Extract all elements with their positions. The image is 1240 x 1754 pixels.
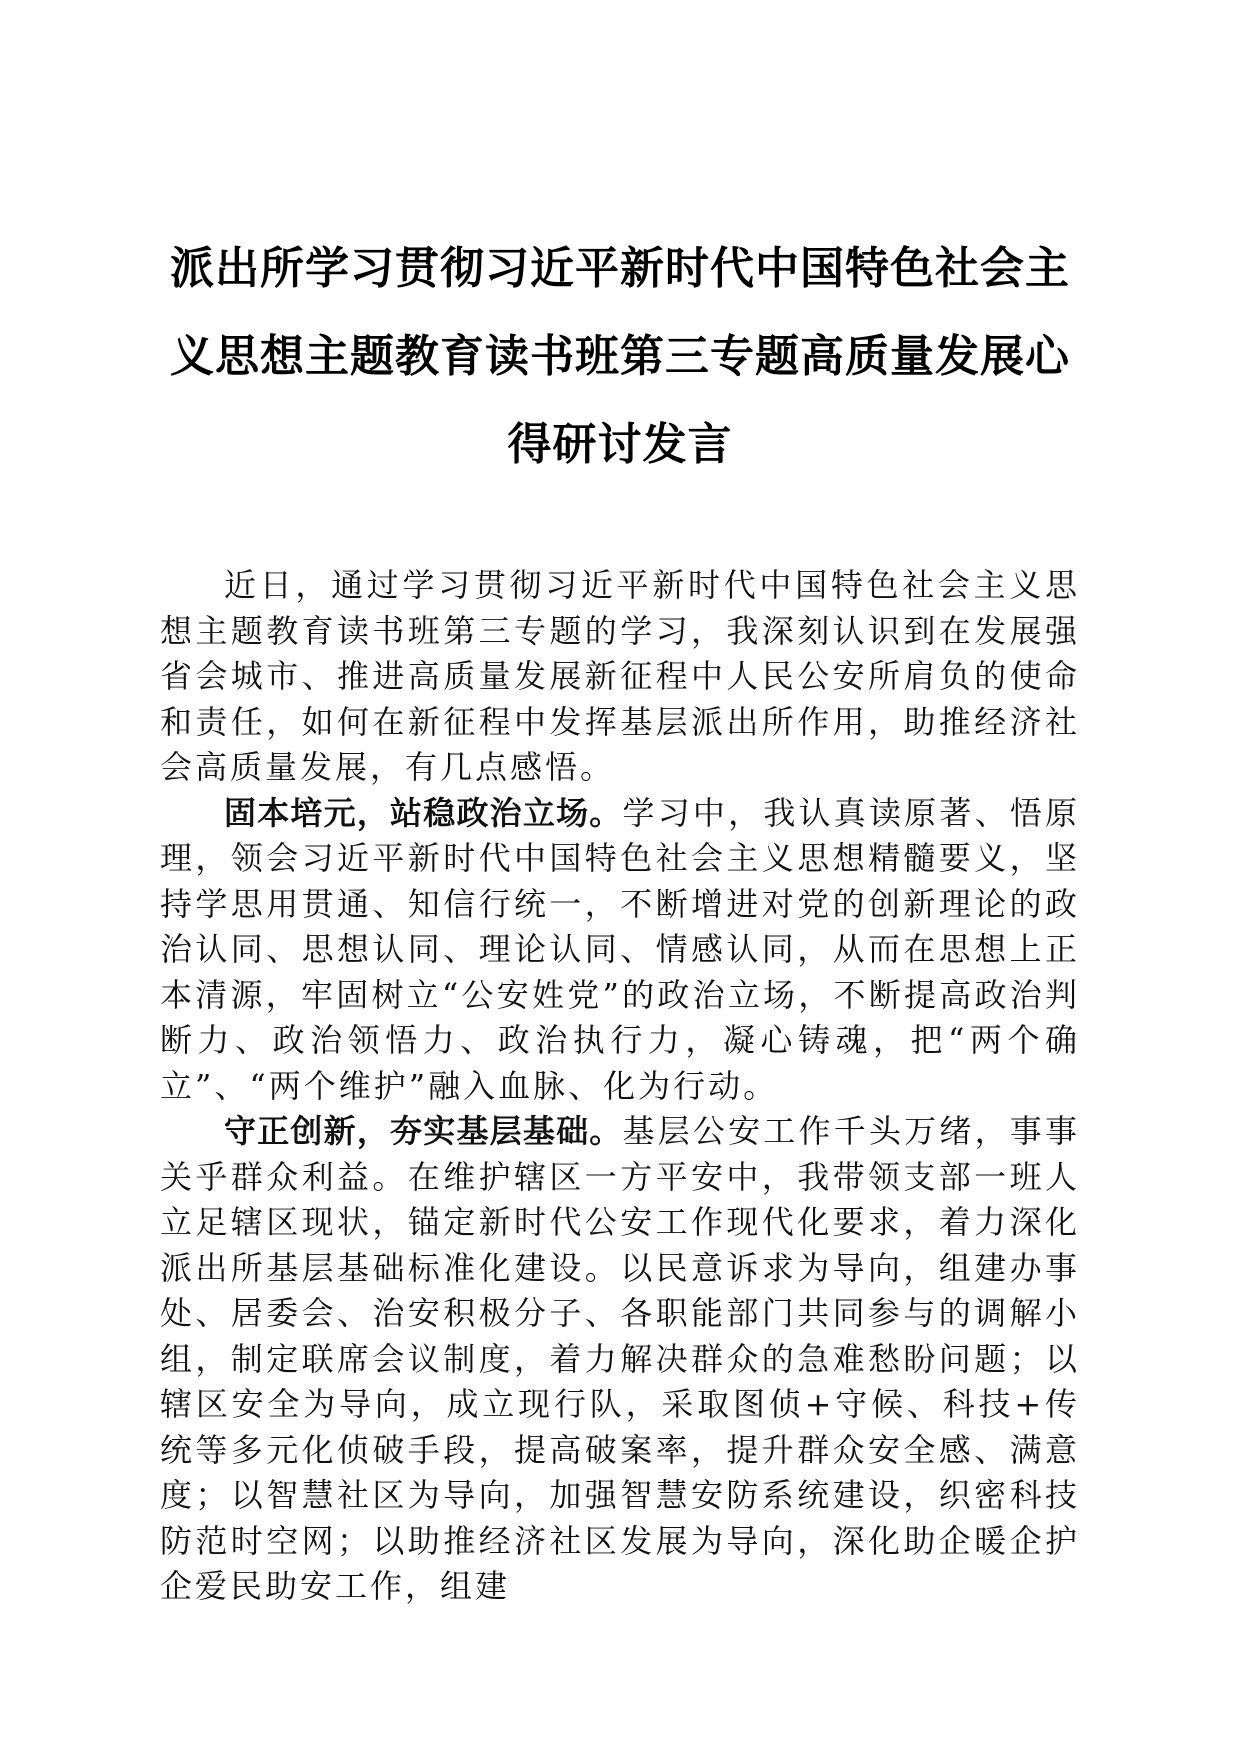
paragraph-lead: 守正创新，夯实基层基础。 (224, 1112, 623, 1150)
paragraph-political-stance (160, 791, 1080, 1110)
title-line-1: 派出所学习贯彻习近平新时代中国特色社会主 (170, 243, 1070, 294)
document-body (160, 563, 1080, 1610)
paragraph-intro (160, 563, 1080, 791)
title-line-3: 得研讨发言 (507, 419, 733, 470)
paragraph-text: 近日，通过学习贯彻习近平新时代中国特色社会主义思想主题教育读书班第三专题的学习，我深刻认识到在发展强省会城市、推进高质量发展新征程中人民公安所肩负的使命和责任，如何在新征程中发挥基层派出所作用，助推经济社会高质量发展，有几点感悟。 (160, 566, 1080, 786)
paragraph-text: 基层公安工作千头万绪，事事关乎群众利益。在维护辖区一方平安中，我带领支部一班人立足辖区现状，锚定新时代公安工作现代化要求，着力深化派出所基层基础标准化建设。以民意诉求为导向，组建办事处、居委会、治安积极分子、各职能部门共同参与的调解小组，制定联席会议制度，着力解决群众的急难愁盼问题；以辖区安全为导向，成立现行队，采取图侦+守候、科技+传统等多元化侦破手段，提高破案率，提升群众安全感、满意度；以智慧社区为导向，加强智慧安防系统建设，织密科技防范时空网；以助推经济社区发展为导向，深化助企暖企护企爱民助安工作，组建 (160, 1112, 1080, 1605)
title-line-2: 义思想主题教育读书班第三专题高质量发展心 (170, 331, 1070, 382)
paragraph-grassroots-foundation (160, 1109, 1080, 1610)
document-title (160, 225, 1080, 489)
paragraph-text: 学习中，我认真读原著、悟原理，领会习近平新时代中国特色社会主义思想精髓要义，坚持学思用贯通、知信行统一，不断增进对党的创新理论的政治认同、思想认同、理论认同、情感认同，从而在思想上正本清源，牢固树立“公安姓党”的政治立场，不断提高政治判断力、政治领悟力、政治执行力，凝心铸魂，把“两个确立”、“两个维护”融入血脉、化为行动。 (160, 793, 1080, 1105)
paragraph-lead: 固本培元，站稳政治立场。 (224, 793, 623, 832)
